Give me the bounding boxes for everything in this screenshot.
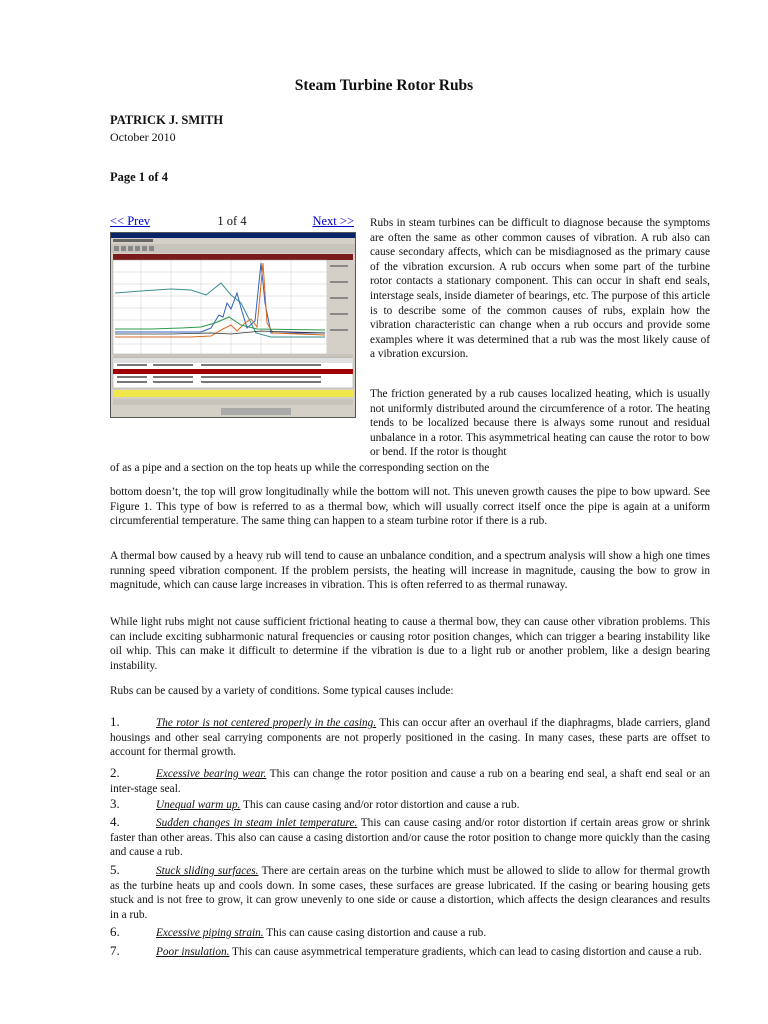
cause-item	[110, 797, 710, 813]
cause-heading: Unequal warm up.	[156, 799, 241, 811]
paragraph-heavy-rub: A thermal bow caused by a heavy rub will tend to cause an unbalance condition, and a spectrum analysis will show a high one times running speed vibration component. If the problem persists, the heating will increase in magnitude, causing the bow to grow in magnitude, which can cause large increases in vibration. This is often referred to as thermal runaway.	[110, 550, 710, 592]
page-indicator: Page 1 of 4	[110, 170, 168, 184]
cause-number: 4.	[110, 814, 120, 829]
cause-number: 7.	[110, 943, 120, 958]
cause-number: 5.	[110, 862, 120, 877]
publication-date: October 2010	[110, 130, 176, 144]
prev-link[interactable]: << Prev	[110, 214, 151, 228]
cause-heading: Excessive piping strain.	[156, 927, 264, 939]
cause-item	[110, 925, 710, 941]
slideshow-nav	[110, 214, 354, 230]
next-link[interactable]: Next >>	[312, 214, 354, 228]
cause-text: This can cause casing distortion and cause a rub.	[263, 927, 487, 939]
cause-heading: Stuck sliding surfaces.	[156, 865, 259, 877]
paragraph-light-rub: While light rubs might not cause sufficient frictional heating to cause a thermal bow, they can cause other vibration problems. This can include exciting subharmonic natural frequencies or causing rotor position changes, which can trigger a bearing instability like oil whip. This can make it difficult to determine if the vibration is due to a light rub or another problem, like a design bearing instability.	[110, 616, 710, 672]
cause-item	[110, 944, 710, 960]
paragraph-friction: The friction generated by a rub causes localized heating, which is usually not uniformly distributed around the circumference of a rotor. The heating tends to be localized because there is always some runout and residual unbalance in a rotor. This asymmetrical heating can cause the rotor to bow or bend. If the rotor is thought	[370, 388, 710, 459]
cause-text: This can cause casing and/or rotor distortion and cause a rub.	[240, 799, 520, 811]
paragraph-intro: Rubs in steam turbines can be difficult to diagnose because the symptoms are often the same as other common causes of vibration. A rub also can cause secondary affects, which can be misdiagnosed as the primary cause of the vibration excursion. A rub occurs when some part of the turbine rotor contacts a stationary component. This can occur in shaft end seals, interstage seals, inside diameter of bearings, etc. The purpose of this article is to describe some of the common causes of rubs, explain how the vibration characteristic can change when a rub occurs and provide some examples where it was determined that a rub was the most likely cause of a vibration excursion.	[370, 217, 710, 361]
cause-heading: Excessive bearing wear.	[156, 768, 267, 780]
cause-text: There are certain areas on the turbine which must be allowed to slide to allow for thermal growth as the turbine heats up and cools down. In some cases, these surfaces are grease lubricated. If the casing or bearing housing gets stuck and is not free to grow, it can grow unevenly to one side or cause a distortion, which affects the design clearances and results in a rub.	[110, 865, 710, 921]
cause-number: 2.	[110, 765, 120, 780]
cause-item	[110, 863, 710, 922]
cause-text: This can occur after an overhaul if the diaphragms, blade carriers, gland housings and other seal carrying components are not properly positioned in the casing. In many cases, these parts are offset to account for thermal growth.	[110, 717, 710, 759]
cause-number: 3.	[110, 796, 120, 811]
screenshot-image	[111, 233, 355, 417]
cause-item	[110, 766, 710, 796]
author-name: PATRICK J. SMITH	[110, 113, 224, 127]
cause-heading: Poor insulation.	[156, 946, 230, 958]
cause-item	[110, 715, 710, 760]
cause-heading: The rotor is not centered properly in the casing.	[156, 717, 377, 729]
cause-text: This can cause asymmetrical temperature gradients, which can lead to casing distortion and cause a rub.	[229, 946, 702, 958]
software-screenshot-thumbnail[interactable]	[110, 232, 356, 418]
cause-heading: Sudden changes in steam inlet temperature.	[156, 817, 358, 829]
cause-text: This can cause casing and/or rotor distortion if certain areas grow or shrink faster than other areas. This also can cause a casing distortion and/or cause the rotor position to change more quickly than the casing and cause a rub.	[110, 817, 710, 859]
cause-number: 1.	[110, 714, 120, 729]
cause-text: This can change the rotor position and cause a rub on a bearing end seal, a shaft end seal or an inter-stage seal.	[110, 768, 711, 795]
cause-item	[110, 815, 710, 860]
slide-counter: 1 of 4	[217, 214, 247, 228]
paragraph-causes-intro: Rubs can be caused by a variety of conditions. Some typical causes include:	[110, 685, 454, 697]
paragraph-friction-continued: of as a pipe and a section on the top heats up while the corresponding section on the	[110, 462, 490, 474]
article-title: Steam Turbine Rotor Rubs	[294, 77, 474, 94]
paragraph-thermal-bow: bottom doesn’t, the top will grow longitudinally while the bottom will not. This uneven growth causes the pipe to bow upward. See Figure 1. This type of bow is referred to as a thermal bow, which will usually correct itself once the pipe is again at a uniform circumferential temperature. The same thing can happen to a steam turbine rotor if there is a rub.	[110, 486, 710, 528]
cause-number: 6.	[110, 924, 120, 939]
